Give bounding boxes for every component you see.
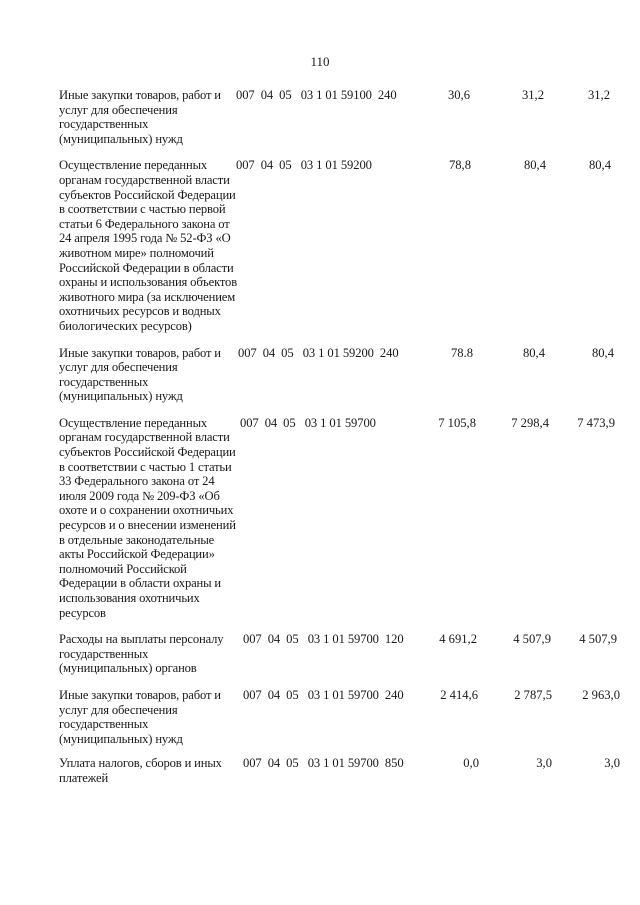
row-value-2: 3,0 bbox=[536, 756, 552, 771]
table-row bbox=[0, 346, 640, 404]
row-value-1: 0,0 bbox=[463, 756, 479, 771]
row-name: Уплата налогов, сборов и иных платежей bbox=[59, 756, 222, 785]
row-value-2: 80,4 bbox=[523, 158, 546, 173]
table-row bbox=[0, 756, 640, 785]
table-row bbox=[0, 158, 640, 333]
row-name: Иные закупки товаров, работ и услуг для обеспечения государственных (муниципальных) нужд bbox=[59, 345, 221, 404]
page-number: 110 bbox=[310, 54, 330, 69]
row-name: Иные закупки товаров, работ и услуг для обеспечения государственных (муниципальных) нужд bbox=[59, 88, 221, 146]
row-code: 007 04 05 03 1 01 59200 bbox=[236, 158, 372, 173]
row-value-1: 78,8 bbox=[448, 158, 471, 173]
row-name: Расходы на выплаты персоналу государственных (муниципальных) органов bbox=[59, 632, 224, 676]
row-value-3: 80,4 bbox=[591, 345, 614, 360]
row-value-2: 7 298,4 bbox=[511, 415, 549, 430]
row-value-3: 3,0 bbox=[604, 756, 620, 771]
row-value-2: 80,4 bbox=[522, 345, 545, 360]
row-code: 007 04 05 03 1 01 59700 120 bbox=[243, 632, 404, 647]
row-value-3: 2 963,0 bbox=[582, 687, 620, 702]
table-row bbox=[0, 416, 640, 620]
row-value-1: 7 105,8 bbox=[438, 415, 476, 430]
budget-table bbox=[0, 88, 640, 800]
row-code: 007 04 05 03 1 01 59700 850 bbox=[243, 756, 404, 771]
row-value-3: 7 473,9 bbox=[577, 415, 615, 430]
row-value-2: 4 507,9 bbox=[513, 632, 551, 647]
row-code: 007 04 05 03 1 01 59700 bbox=[240, 415, 376, 430]
row-name: Осуществление переданных органам государственной власти субъектов Российской Федерации в соответствии с частью 1 статьи 33 Федерального закона от 24 июля 2009 года № 209-ФЗ «Об охоте и о сохранении охотничьих ресурсов и о внесении изменений в отдельные законодательные акты Российской Федерации» полномочий Российской Федерации в области охраны и использования охотничьих ресурсов bbox=[59, 415, 236, 620]
row-value-1: 30,6 bbox=[447, 88, 470, 102]
row-code: 007 04 05 03 1 01 59700 240 bbox=[243, 687, 404, 702]
row-value-1: 4 691,2 bbox=[439, 632, 477, 647]
row-value-3: 31,2 bbox=[587, 88, 610, 102]
row-code: 007 04 05 03 1 01 59200 240 bbox=[238, 345, 399, 360]
row-value-2: 2 787,5 bbox=[514, 687, 552, 702]
row-name: Осуществление переданных органам государственной власти субъектов Российской Федерации в соответствии с частью первой статьи 6 Федерального закона от 24 апреля 1995 года № 52-ФЗ «О животном мире» полномочий Российской Федерации в области охраны и использования объектов животного мира (за исключением охотничьих ресурсов и водных биологических ресурсов) bbox=[59, 158, 237, 333]
table-row bbox=[0, 688, 640, 746]
row-value-1: 78.8 bbox=[450, 345, 473, 360]
row-value-1: 2 414,6 bbox=[440, 687, 478, 702]
row-name: Иные закупки товаров, работ и услуг для обеспечения государственных (муниципальных) нужд bbox=[59, 687, 221, 746]
table-row bbox=[0, 88, 640, 146]
table-row bbox=[0, 632, 640, 676]
row-value-3: 80,4 bbox=[588, 158, 611, 173]
row-code: 007 04 05 03 1 01 59100 240 bbox=[236, 88, 397, 102]
row-value-2: 31,2 bbox=[521, 88, 544, 102]
row-value-3: 4 507,9 bbox=[579, 632, 617, 647]
